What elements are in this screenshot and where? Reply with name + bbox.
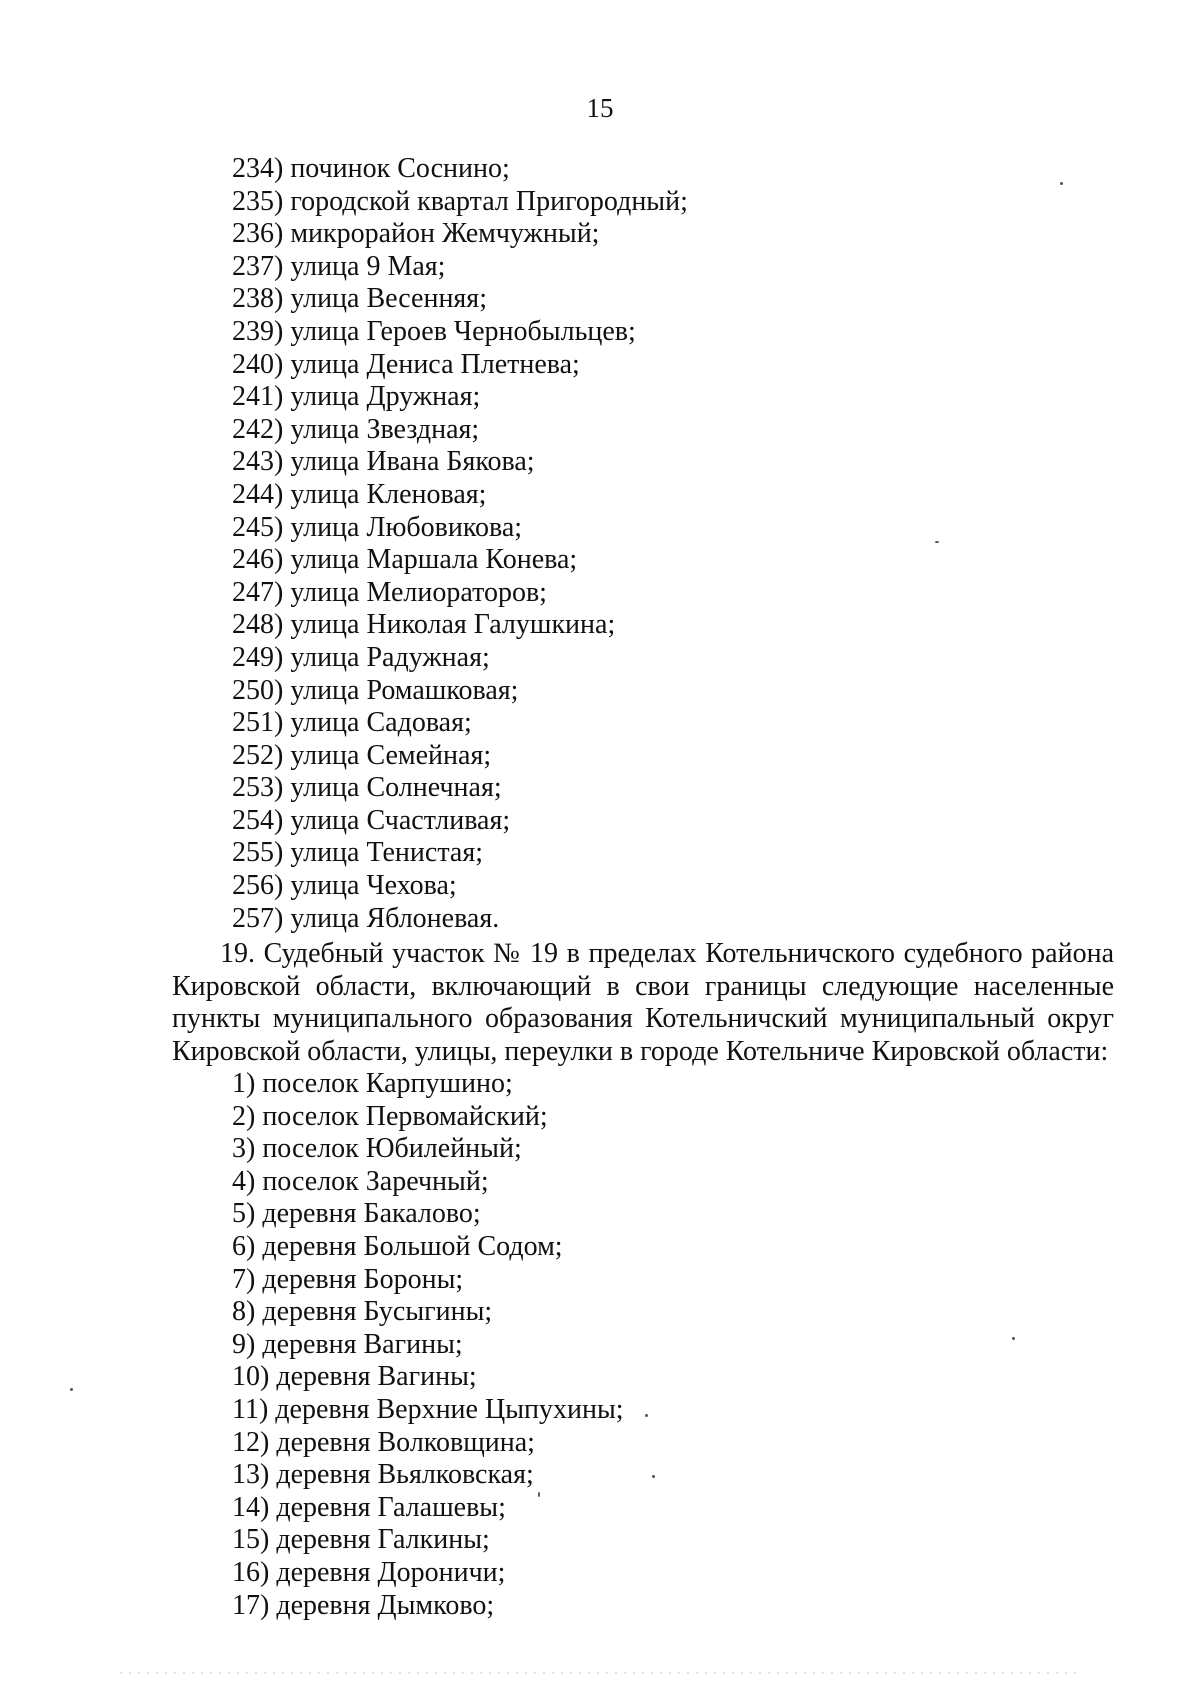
list-item: 244) улица Кленовая;: [232, 478, 487, 510]
list-item: 6) деревня Большой Содом;: [232, 1230, 563, 1262]
list-item: 235) городской квартал Пригородный;: [232, 185, 688, 217]
scan-speck: [1012, 1337, 1015, 1340]
list-item: 240) улица Дениса Плетнева;: [232, 348, 580, 380]
scan-speck: [70, 1388, 73, 1391]
page-number: 15: [586, 93, 614, 123]
list-item: 247) улица Мелиораторов;: [232, 576, 547, 608]
list-item: 251) улица Садовая;: [232, 707, 472, 739]
list-item: 257) улица Яблоневая.: [232, 902, 500, 934]
scan-speck: [652, 1475, 655, 1478]
list-item: 246) улица Маршала Конева;: [232, 544, 578, 576]
scan-speck: [645, 1414, 648, 1417]
list-item: 253) улица Солнечная;: [232, 772, 502, 804]
list-item: 7) деревня Бороны;: [232, 1263, 464, 1295]
scan-noise: [120, 1672, 1080, 1674]
list-item: 15) деревня Галкины;: [232, 1524, 490, 1556]
list-item: 237) улица 9 Мая;: [232, 250, 446, 282]
scan-speck: [935, 541, 939, 543]
list-item: 249) улица Радужная;: [232, 641, 490, 673]
list-item: 245) улица Любовикова;: [232, 511, 523, 543]
list-item: 252) улица Семейная;: [232, 739, 492, 771]
list-item: 16) деревня Дороничи;: [232, 1556, 506, 1588]
list-item: 2) поселок Первомайский;: [232, 1100, 548, 1132]
list-item: 254) улица Счастливая;: [232, 804, 511, 836]
list-item: 238) улица Весенняя;: [232, 283, 487, 315]
list-item: 10) деревня Вагины;: [232, 1361, 477, 1393]
section-paragraph: 19. Судебный участок № 19 в пределах Котельничского судебного района Кировской области, включающий в свои границы следующие населенные пункты муниципального образования Котельничский муниципальный округ Кировской области, улицы, переулки в городе Котельниче Кировской области:: [172, 938, 1114, 1067]
list-item: 248) улица Николая Галушкина;: [232, 609, 616, 641]
list-item: 1) поселок Карпушино;: [232, 1068, 513, 1099]
street-list-continued: [232, 153, 688, 935]
list-item: 14) деревня Галашевы;: [232, 1491, 506, 1523]
list-item: 242) улица Звездная;: [232, 413, 480, 445]
list-item: 239) улица Героев Чернобыльцев;: [232, 315, 636, 347]
list-item: 241) улица Дружная;: [232, 381, 481, 413]
scan-speck: [1060, 182, 1063, 185]
list-item: 17) деревня Дымково;: [232, 1589, 495, 1621]
list-item: 236) микрорайон Жемчужный;: [232, 218, 600, 250]
list-item: 243) улица Ивана Бякова;: [232, 446, 535, 478]
list-item: 250) улица Ромашковая;: [232, 674, 519, 706]
list-item: 256) улица Чехова;: [232, 870, 457, 902]
list-item: 255) улица Тенистая;: [232, 837, 483, 869]
scan-speck: [538, 1492, 540, 1497]
list-item: 9) деревня Вагины;: [232, 1328, 463, 1360]
list-item: 11) деревня Верхние Цыпухины;: [232, 1393, 624, 1425]
list-item: 234) починок Соснино;: [232, 153, 510, 184]
list-item: 8) деревня Бусыгины;: [232, 1296, 493, 1328]
settlement-list: [232, 1068, 624, 1622]
list-item: 5) деревня Бакалово;: [232, 1198, 481, 1230]
list-item: 3) поселок Юбилейный;: [232, 1133, 522, 1165]
list-item: 12) деревня Волковщина;: [232, 1426, 535, 1458]
list-item: 13) деревня Вьялковская;: [232, 1459, 534, 1491]
list-item: 4) поселок Заречный;: [232, 1165, 489, 1197]
